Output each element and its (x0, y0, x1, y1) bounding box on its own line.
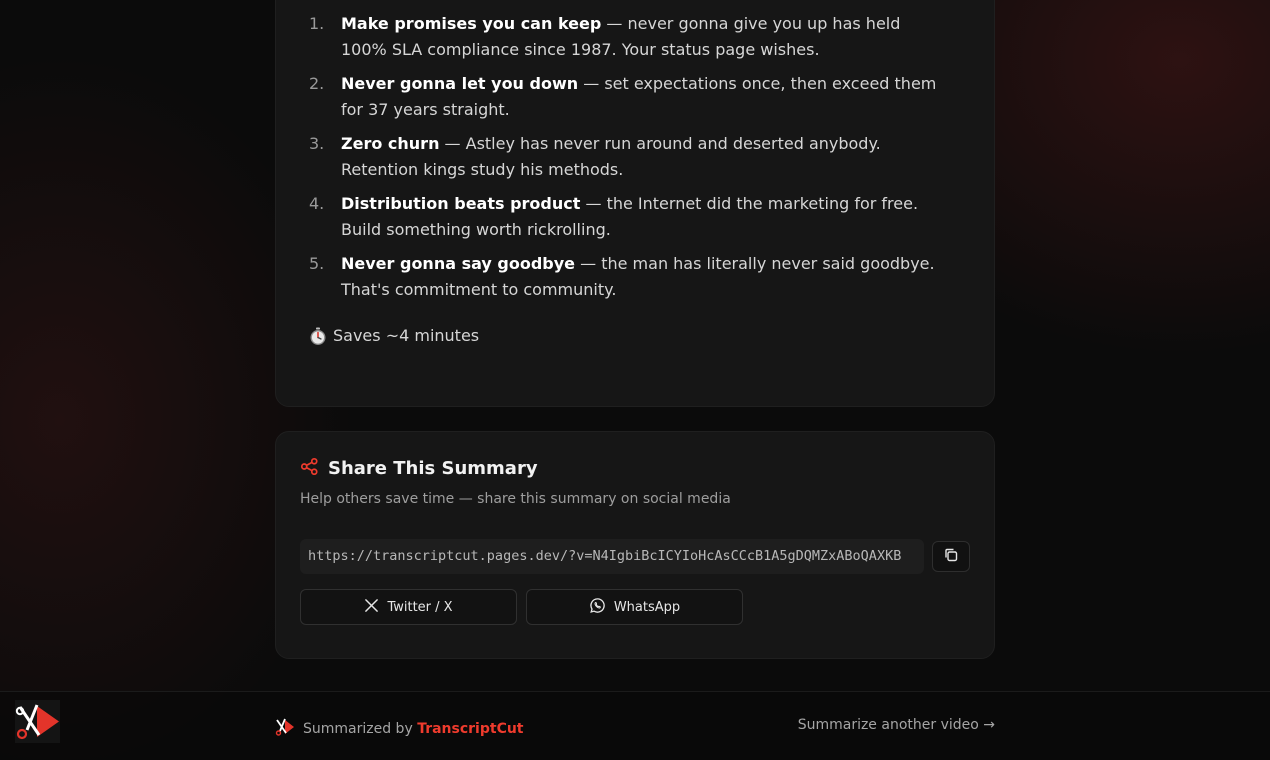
share-twitter-button[interactable] (300, 589, 517, 625)
share-icon (300, 457, 319, 480)
app-logo[interactable] (15, 700, 60, 743)
list-item (309, 71, 939, 123)
list-item (309, 11, 939, 63)
share-url-field[interactable]: https://transcriptcut.pages.dev/?v=N4IgbiBcICYIoHcAsCCcB1A5gDQMZxABoQAXKB (300, 539, 924, 574)
list-item-title: Distribution beats product (341, 194, 581, 213)
share-title: Share This Summary (328, 458, 538, 479)
key-points-list (309, 11, 939, 311)
list-item-number: 4. (309, 194, 325, 213)
time-saved (309, 326, 479, 345)
list-item-text: — the man has literally never said goodbye. That's commitment to community. (341, 254, 935, 299)
list-item (309, 131, 939, 183)
copy-link-button[interactable] (932, 541, 970, 572)
x-logo-icon (364, 598, 379, 617)
footer (0, 691, 1270, 760)
summary-card (275, 0, 995, 407)
list-item-text: — set expectations once, then exceed them for 37 years straight. (341, 74, 937, 119)
list-item-title: Never gonna let you down (341, 74, 579, 93)
list-item-text: — never gonna give you up has held 100% SLA compliance since 1987. Your status page wishes. (341, 14, 901, 59)
scissors-logo-icon (275, 717, 295, 741)
footer-attribution (275, 717, 524, 741)
list-item (309, 251, 939, 303)
summarize-another-link[interactable]: Summarize another video → (797, 717, 995, 733)
share-card (275, 431, 995, 659)
list-item (309, 191, 939, 243)
share-twitter-label: Twitter / X (387, 599, 453, 615)
list-item-title: Make promises you can keep (341, 14, 602, 33)
stopwatch-icon (309, 327, 327, 345)
time-saved-label: Saves ~4 minutes (333, 326, 480, 345)
list-item-text: — Astley has never run around and deserted anybody. Retention kings study his methods. (341, 134, 881, 179)
share-whatsapp-button[interactable] (526, 589, 743, 625)
whatsapp-icon (589, 597, 606, 618)
list-item-title: Never gonna say goodbye (341, 254, 576, 273)
list-item-number: 1. (309, 14, 325, 33)
list-item-title: Zero churn (341, 134, 440, 153)
list-item-number: 5. (309, 254, 325, 273)
list-item-text: — the Internet did the marketing for free. Build something worth rickrolling. (341, 194, 919, 239)
copy-icon (943, 547, 959, 567)
list-item-number: 2. (309, 74, 325, 93)
share-whatsapp-label: WhatsApp (613, 599, 681, 615)
list-item-number: 3. (309, 134, 325, 153)
footer-prefix: Summarized by (303, 721, 418, 737)
share-subtitle: Help others save time — share this summary on social media (300, 491, 731, 507)
brand-link[interactable]: TranscriptCut (417, 721, 524, 737)
